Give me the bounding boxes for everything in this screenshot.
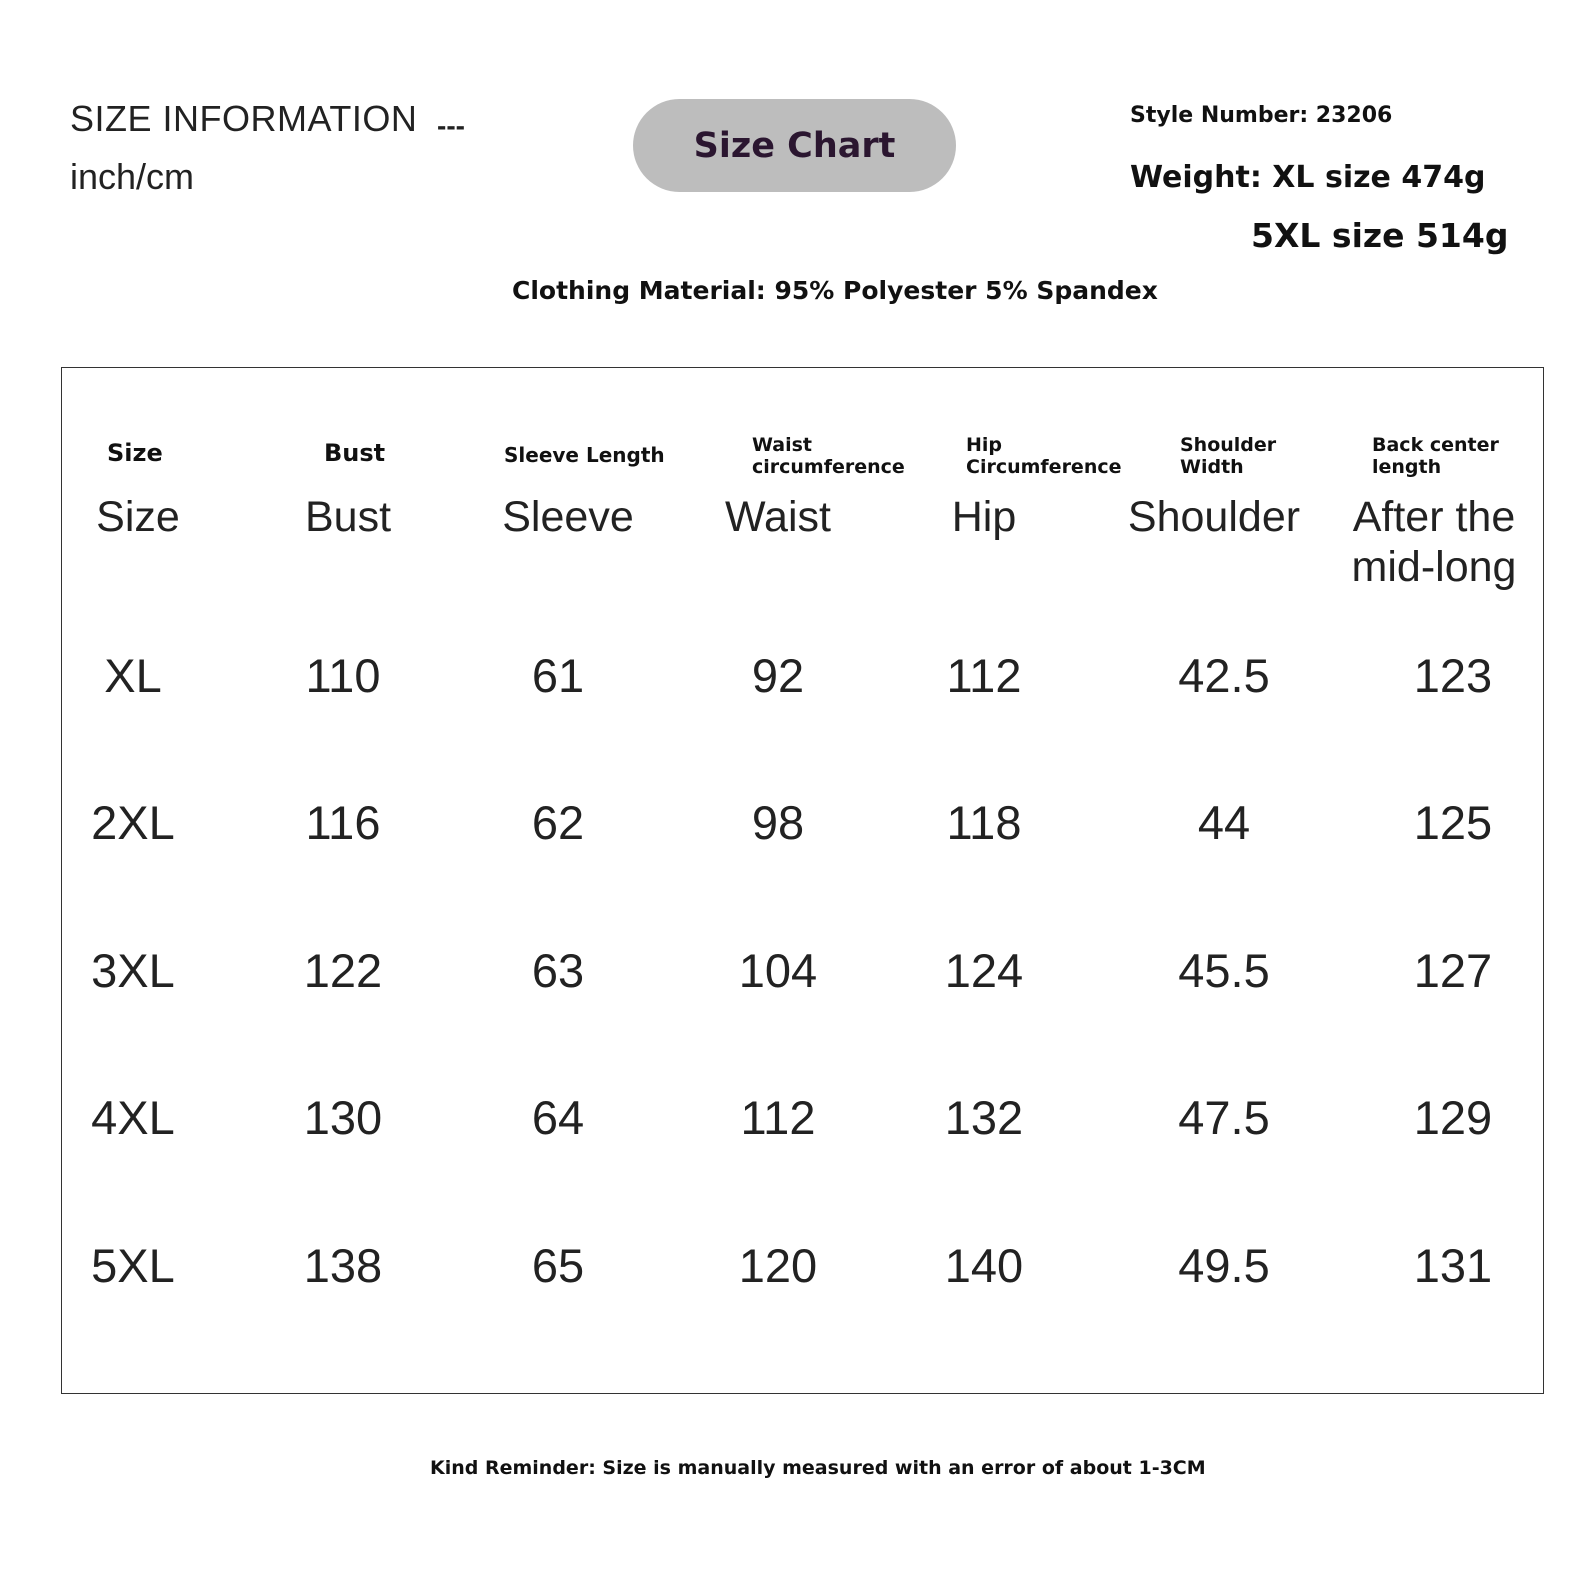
- table-cell: 124: [944, 944, 1024, 997]
- table-cell: 131: [1413, 1239, 1493, 1292]
- column-header-sleeve: Sleeve: [502, 493, 634, 541]
- weight-5xl: 5XL size 514g: [1251, 216, 1509, 255]
- column-header-hip-small: Hip Circumference: [966, 434, 1122, 478]
- table-cell: 120: [738, 1239, 818, 1292]
- table-cell: 130: [303, 1091, 383, 1144]
- column-header-waist-small: Waist circumference: [752, 434, 905, 478]
- kind-reminder: Kind Reminder: Size is manually measured with an error of about 1-3CM: [430, 1457, 1206, 1479]
- table-cell: 2XL: [91, 796, 175, 849]
- column-header-waist: Waist: [725, 493, 831, 541]
- column-header-bust-small: Bust: [324, 439, 386, 467]
- table-cell: 132: [944, 1091, 1024, 1144]
- table-cell: 3XL: [91, 944, 175, 997]
- table-cell: 112: [946, 649, 1022, 702]
- table-cell: 127: [1413, 944, 1493, 997]
- table-cell: 98: [751, 796, 805, 849]
- table-cell: 65: [531, 1239, 585, 1292]
- column-header-back-length: After the mid-long: [1351, 493, 1517, 591]
- table-cell: 118: [946, 796, 1022, 849]
- dash-separator: ---: [437, 110, 465, 141]
- unit-label: inch/cm: [70, 156, 195, 197]
- column-header-hip: Hip: [951, 493, 1017, 541]
- weight-xl: Weight: XL size 474g: [1130, 160, 1486, 195]
- table-cell: 42.5: [1178, 649, 1270, 702]
- table-cell: 49.5: [1178, 1239, 1270, 1292]
- clothing-material: Clothing Material: 95% Polyester 5% Spandex: [512, 276, 1158, 305]
- table-cell: 64: [531, 1091, 585, 1144]
- table-cell: 116: [305, 796, 381, 849]
- table-cell: 140: [944, 1239, 1024, 1292]
- table-cell: 125: [1413, 796, 1493, 849]
- table-cell: XL: [104, 649, 162, 702]
- size-chart-title-badge: [633, 99, 956, 192]
- table-cell: 138: [303, 1239, 383, 1292]
- column-header-bust: Bust: [304, 493, 392, 541]
- table-cell: 61: [531, 649, 585, 702]
- table-cell: 63: [531, 944, 585, 997]
- table-cell: 123: [1413, 649, 1493, 702]
- column-header-sleeve-small: Sleeve Length: [504, 443, 665, 467]
- table-cell: 47.5: [1178, 1091, 1270, 1144]
- size-chart-title: Size Chart: [693, 125, 896, 166]
- table-cell: 5XL: [91, 1239, 175, 1292]
- table-cell: 45.5: [1178, 944, 1270, 997]
- table-cell: 110: [305, 649, 381, 702]
- column-header-size: Size: [96, 493, 180, 541]
- table-cell: 129: [1413, 1091, 1493, 1144]
- table-cell: 104: [738, 944, 818, 997]
- style-number: Style Number: 23206: [1130, 103, 1393, 128]
- size-table: [61, 367, 1544, 1394]
- table-cell: 44: [1197, 796, 1251, 849]
- column-header-back-small: Back center length: [1372, 434, 1499, 478]
- size-information-label: SIZE INFORMATION: [70, 98, 418, 139]
- column-header-size-small: Size: [107, 439, 163, 467]
- table-cell: 122: [303, 944, 383, 997]
- table-cell: 92: [751, 649, 805, 702]
- column-header-shoulder: Shoulder: [1127, 493, 1301, 541]
- table-cell: 112: [740, 1091, 816, 1144]
- table-cell: 62: [531, 796, 585, 849]
- column-header-shoulder-small: Shoulder Width: [1180, 434, 1277, 478]
- table-cell: 4XL: [91, 1091, 175, 1144]
